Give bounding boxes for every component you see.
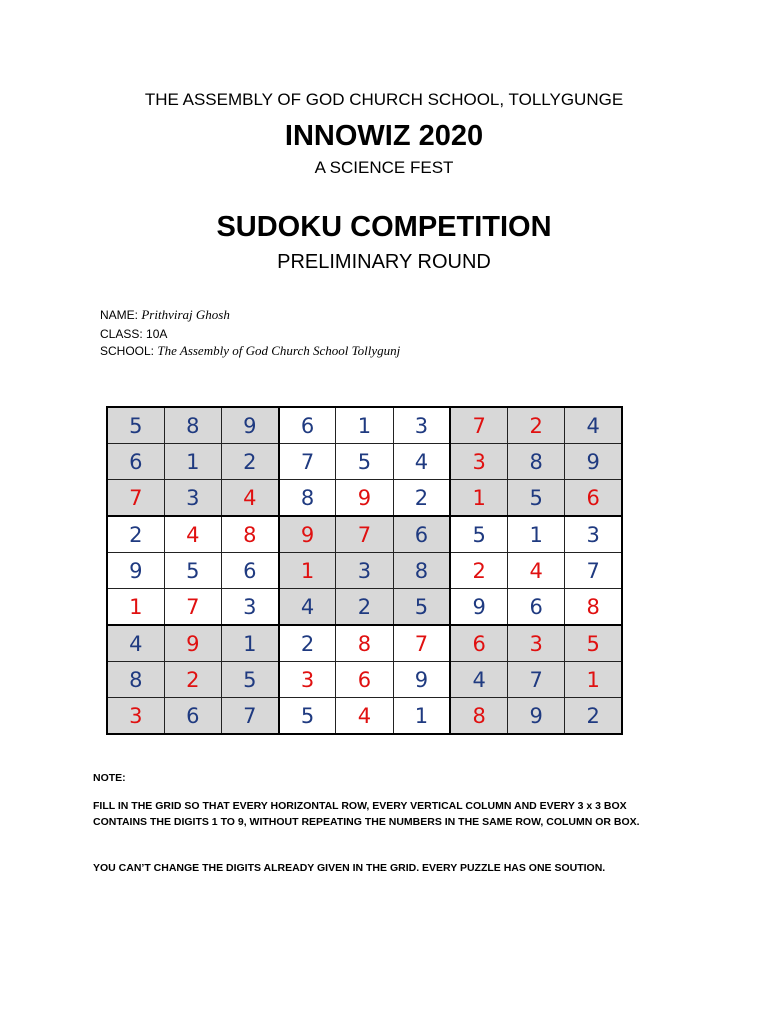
sudoku-cell[interactable]: 9 [450,589,507,626]
round-title: PRELIMINARY ROUND [277,251,491,273]
sudoku-cell[interactable]: 3 [336,553,393,589]
sudoku-cell[interactable]: 9 [107,553,164,589]
competition-title: SUDOKU COMPETITION [216,211,552,243]
sudoku-cell[interactable]: 3 [164,480,221,517]
sudoku-cell[interactable]: 2 [164,662,221,698]
sudoku-cell[interactable]: 5 [393,589,450,626]
class-value: 10A [146,327,168,341]
sudoku-cell[interactable]: 8 [450,698,507,735]
class-label: CLASS: [100,327,143,341]
sudoku-grid-body [107,407,622,734]
sudoku-cell[interactable]: 5 [107,407,164,444]
sudoku-cell[interactable]: 6 [279,407,336,444]
sudoku-cell[interactable]: 8 [393,553,450,589]
sudoku-cell[interactable]: 1 [279,553,336,589]
sudoku-cell[interactable]: 4 [508,553,565,589]
sudoku-cell[interactable]: 2 [221,444,278,480]
fest-subtitle: A SCIENCE FEST [314,158,454,177]
sudoku-grid [106,406,623,735]
sudoku-cell[interactable]: 1 [107,589,164,626]
sudoku-cell[interactable]: 2 [565,698,622,735]
sudoku-cell[interactable]: 7 [565,553,622,589]
sudoku-cell[interactable]: 4 [393,444,450,480]
sudoku-cell[interactable]: 2 [336,589,393,626]
sudoku-cell[interactable]: 6 [164,698,221,735]
participant-school-line [100,343,400,359]
sudoku-cell[interactable]: 7 [336,516,393,553]
sudoku-cell[interactable]: 4 [164,516,221,553]
name-value: Prithviraj Ghosh [141,307,230,322]
sudoku-cell[interactable]: 8 [164,407,221,444]
sudoku-cell[interactable]: 1 [336,407,393,444]
note-title: NOTE: [93,772,126,784]
sudoku-cell[interactable]: 1 [450,480,507,517]
note-instruction-1: FILL IN THE GRID SO THAT EVERY HORIZONTAL ROW, EVERY VERTICAL COLUMN AND EVERY 3 x 3 BOX CONTAINS THE DIGITS 1 TO 9, WITHOUT REPEATING THE NUMBERS IN THE SAME ROW, COLUMN OR BOX. [93,800,640,828]
sudoku-cell[interactable]: 1 [164,444,221,480]
sudoku-cell[interactable]: 4 [336,698,393,735]
sudoku-cell[interactable]: 7 [508,662,565,698]
sudoku-cell[interactable]: 4 [107,625,164,662]
sudoku-cell[interactable]: 2 [279,625,336,662]
sudoku-cell[interactable]: 3 [221,589,278,626]
sudoku-row [107,444,622,480]
sudoku-cell[interactable]: 5 [450,516,507,553]
sudoku-row [107,516,622,553]
sudoku-cell[interactable]: 7 [393,625,450,662]
sudoku-cell[interactable]: 7 [107,480,164,517]
note-instruction-2: YOU CAN’T CHANGE THE DIGITS ALREADY GIVEN IN THE GRID. EVERY PUZZLE HAS ONE SOUTION. [93,862,606,874]
sudoku-cell[interactable]: 6 [336,662,393,698]
sudoku-cell[interactable]: 5 [164,553,221,589]
sudoku-cell[interactable]: 7 [279,444,336,480]
sudoku-row [107,698,622,735]
sudoku-cell[interactable]: 7 [221,698,278,735]
sudoku-cell[interactable]: 9 [393,662,450,698]
sudoku-cell[interactable]: 9 [336,480,393,517]
sudoku-cell[interactable]: 1 [508,516,565,553]
sudoku-cell[interactable]: 3 [450,444,507,480]
sudoku-cell[interactable]: 8 [221,516,278,553]
sudoku-cell[interactable]: 8 [107,662,164,698]
sudoku-cell[interactable]: 4 [279,589,336,626]
sudoku-cell[interactable]: 2 [508,407,565,444]
sudoku-cell[interactable]: 9 [279,516,336,553]
participant-name-line [100,307,230,323]
sudoku-cell[interactable]: 6 [450,625,507,662]
sudoku-cell[interactable]: 8 [508,444,565,480]
sudoku-cell[interactable]: 5 [221,662,278,698]
sudoku-cell[interactable]: 5 [279,698,336,735]
sudoku-cell[interactable]: 1 [565,662,622,698]
sudoku-row [107,662,622,698]
sudoku-cell[interactable]: 2 [450,553,507,589]
sudoku-cell[interactable]: 4 [221,480,278,517]
sudoku-cell[interactable]: 1 [221,625,278,662]
sudoku-cell[interactable]: 3 [565,516,622,553]
sudoku-row [107,625,622,662]
sudoku-row [107,553,622,589]
school-header: THE ASSEMBLY OF GOD CHURCH SCHOOL, TOLLYGUNGE [144,90,624,109]
sudoku-cell[interactable]: 9 [221,407,278,444]
sudoku-cell[interactable]: 6 [107,444,164,480]
school-label: SCHOOL: [100,344,155,358]
sudoku-cell[interactable]: 5 [336,444,393,480]
sudoku-cell[interactable]: 9 [164,625,221,662]
sudoku-cell[interactable]: 4 [565,407,622,444]
sudoku-cell[interactable]: 5 [565,625,622,662]
sudoku-cell[interactable]: 1 [393,698,450,735]
sudoku-cell[interactable]: 2 [393,480,450,517]
sudoku-row [107,480,622,517]
fest-title: INNOWIZ 2020 [284,120,484,152]
sudoku-cell[interactable]: 6 [221,553,278,589]
sudoku-cell[interactable]: 3 [107,698,164,735]
sudoku-cell[interactable]: 9 [508,698,565,735]
sudoku-cell[interactable]: 5 [508,480,565,517]
sudoku-cell[interactable]: 8 [336,625,393,662]
name-label: NAME: [100,308,139,322]
sudoku-cell[interactable]: 7 [450,407,507,444]
sudoku-cell[interactable]: 6 [565,480,622,517]
sudoku-cell[interactable]: 8 [279,480,336,517]
sudoku-cell[interactable]: 6 [508,589,565,626]
sudoku-cell[interactable]: 3 [508,625,565,662]
sudoku-cell[interactable]: 7 [164,589,221,626]
sudoku-cell[interactable]: 8 [565,589,622,626]
sudoku-row [107,589,622,626]
sudoku-cell[interactable]: 4 [450,662,507,698]
sudoku-cell[interactable]: 6 [393,516,450,553]
sudoku-cell[interactable]: 2 [107,516,164,553]
school-value: The Assembly of God Church School Tollygunj [157,343,401,358]
sudoku-row [107,407,622,444]
sudoku-cell[interactable]: 9 [565,444,622,480]
sudoku-cell[interactable]: 3 [393,407,450,444]
sudoku-cell[interactable]: 3 [279,662,336,698]
participant-class-line [100,327,167,341]
